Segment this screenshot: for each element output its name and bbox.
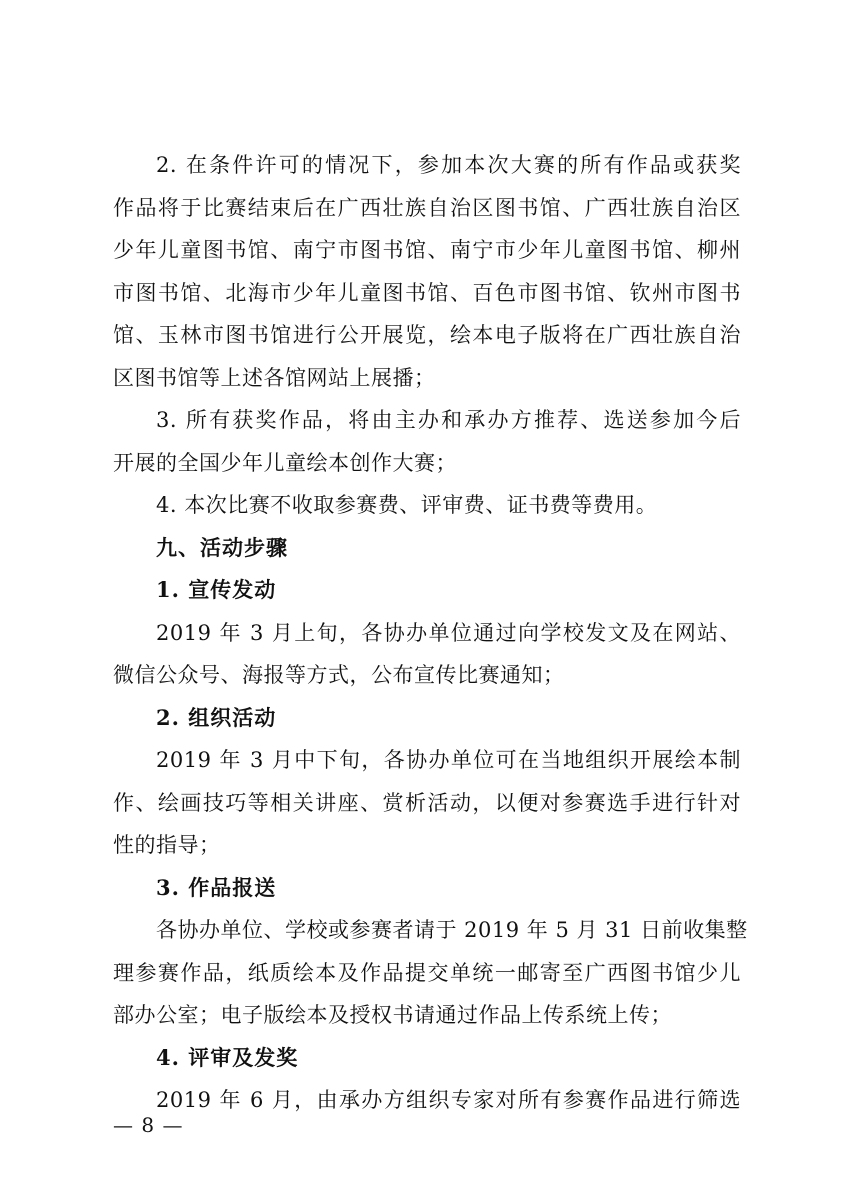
- paragraph-2-line-1: 2. 在条件许可的情况下，参加本次大赛的所有作品或获奖: [156, 153, 741, 177]
- paragraph-2-line-4: 市图书馆、北海市少年儿童图书馆、百色市图书馆、钦州市图书: [113, 281, 741, 305]
- paragraph-2-line-3: 少年儿童图书馆、南宁市图书馆、南宁市少年儿童图书馆、柳州: [113, 238, 741, 262]
- paragraph-3-line-2: 开展的全国少年儿童绘本创作大赛；: [113, 451, 457, 475]
- paragraph-2-line-6: 区图书馆等上述各馆网站上展播；: [113, 366, 436, 390]
- paragraph-4-line-1: 4. 本次比赛不收取参赛费、评审费、证书费等费用。: [156, 493, 658, 517]
- step-1-line-2: 微信公众号、海报等方式，公布宣传比赛通知；: [113, 663, 565, 687]
- page-number: — 8 —: [113, 1113, 184, 1137]
- step-2-line-1: 2019 年 3 月中下旬，各协办单位可在当地组织开展绘本制: [156, 748, 741, 772]
- step-4-title: 4. 评审及发奖: [156, 1045, 299, 1070]
- paragraph-2-line-2: 作品将于比赛结束后在广西壮族自治区图书馆、广西壮族自治区: [113, 196, 741, 220]
- step-3-line-3: 部办公室；电子版绘本及授权书请通过作品上传系统上传；: [113, 1003, 672, 1027]
- section-heading: 九、活动步骤: [156, 535, 288, 560]
- step-4-line-1: 2019 年 6 月，由承办方组织专家对所有参赛作品进行筛选: [156, 1088, 741, 1112]
- step-2-line-3: 性的指导；: [113, 833, 221, 857]
- step-1-line-1: 2019 年 3 月上旬，各协办单位通过向学校发文及在网站、: [156, 621, 741, 645]
- step-2-line-2: 作、绘画技巧等相关讲座、赏析活动，以便对参赛选手进行针对: [113, 791, 741, 815]
- step-1-title: 1. 宣传发动: [156, 577, 277, 602]
- step-3-title: 3. 作品报送: [156, 875, 277, 900]
- paragraph-3-line-1: 3. 所有获奖作品，将由主办和承办方推荐、选送参加今后: [156, 408, 741, 432]
- step-3-line-2: 理参赛作品，纸质绘本及作品提交单统一邮寄至广西图书馆少儿: [113, 961, 741, 985]
- step-2-title: 2. 组织活动: [156, 705, 277, 730]
- paragraph-2-line-5: 馆、玉林市图书馆进行公开展览，绘本电子版将在广西壮族自治: [113, 323, 741, 347]
- step-3-line-1: 各协办单位、学校或参赛者请于 2019 年 5 月 31 日前收集整: [156, 918, 748, 942]
